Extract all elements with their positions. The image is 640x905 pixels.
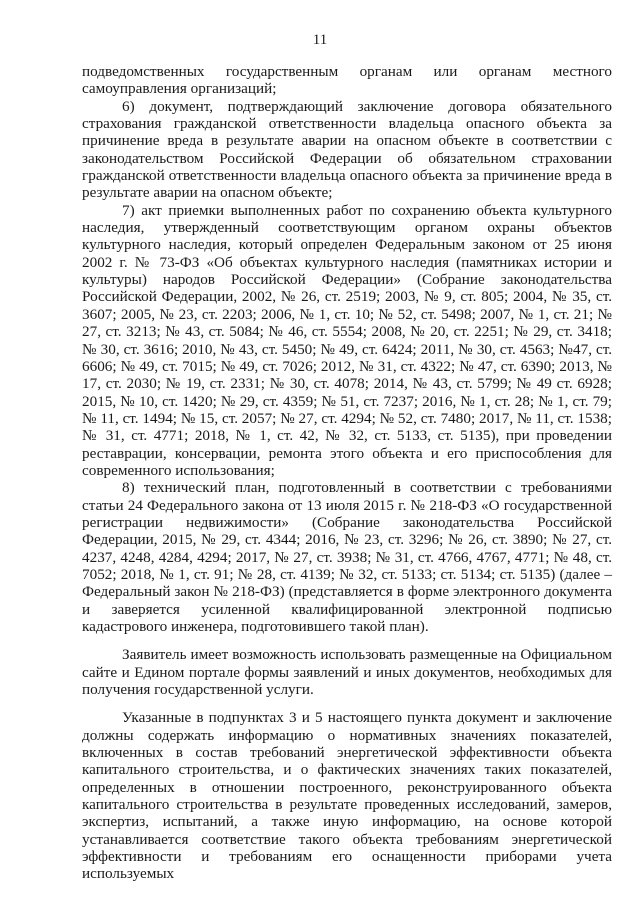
paragraph-continuation: подведомственных государственным органам или органам местного самоуправления организаций;: [82, 63, 612, 98]
paragraph-energy-efficiency: Указанные в подпунктах 3 и 5 настоящего пункта документ и заключение должны содержать информацию о нормативных значениях показателей, включенных в состав требований энергетической эффективности объекта капитального строительства, и о фактических значениях таких показателей, определенных в отношении построенного, реконструированного объекта капитального строительства в результате проведенных исследований, замеров, экспертиз, испытаний, а также иную информацию, на основе которой устанавливается соответствие такого объекта требованиям энергетической эффективности и требованиям его оснащенности приборами учета используемых: [82, 709, 612, 883]
paragraph-item-6: 6) документ, подтверждающий заключение договора обязательного страхования гражданской ответственности владельца опасного объекта за причинение вреда в результате аварии на опасном объекте в соответствии с законодательством Российской Федерации об обязательном страховании гражданской ответственности владельца опасного объекта за причинение вреда в результате аварии на опасном объекте;: [82, 97, 612, 202]
paragraph-item-8: 8) технический план, подготовленный в соответствии с требованиями статьи 24 Федерального закона от 13 июля 2015 г. № 218-ФЗ «О государственной регистрации недвижимости» (Собрание законодательства Российской Федерации, 2015, № 29, ст. 4344; 2016, № 23, ст. 3296; № 26, ст. 3890; № 27, ст. 4237, 4248, 4284, 4294; 2017, № 27, ст. 3938; № 31, ст. 4766, 4767, 4771; № 48, ст. 7052; 2018, № 1, ст. 91; № 28, ст. 4139; № 32, ст. 5133; ст. 5134; ст. 5135) (далее – Федеральный закон № 218-ФЗ) (представляется в форме электронного документа и заверяется усиленной квалифицированной электронной подписью кадастрового инженера, подготовившего такой план).: [82, 479, 612, 635]
document-body: [82, 63, 612, 883]
paragraph-applicant-forms: Заявитель имеет возможность использовать размещенные на Официальном сайте и Едином портале формы заявлений и иных документов, необходимых для получения государственной услуги.: [82, 646, 612, 699]
page-number: 11: [312, 32, 328, 48]
paragraph-item-7: 7) акт приемки выполненных работ по сохранению объекта культурного наследия, утвержденный соответствующим органом охраны объектов культурного наследия, который определен Федеральным законом от 25 июня 2002 г. № 73-ФЗ «Об объектах культурного наследия (памятниках истории и культуры) народов Российской Федерации» (Собрание законодательства Российской Федерации, 2002, № 26, ст. 2519; 2003, № 9, ст. 805; 2004, № 35, ст. 3607; 2005, № 23, ст. 2203; 2006, № 1, ст. 10; № 52, ст. 5498; 2007, № 1, ст. 21; № 27, ст. 3213; № 43, ст. 5084; № 46, ст. 5554; 2008, № 20, ст. 2251; № 29, ст. 3418; № 30, ст. 3616; 2010, № 43, ст. 5450; № 49, ст. 6424; 2011, № 30, ст. 4563; №47, ст. 6606; № 49, ст. 7015; № 49, ст. 7026; 2012, № 31, ст. 4322; № 47, ст. 6390; 2013, № 17, ст. 2030; № 19, ст. 2331; № 30, ст. 4078; 2014, № 43, ст. 5799; № 49 ст. 6928; 2015, № 10, ст. 1420; № 29, ст. 4359; № 51, ст. 7237; 2016, № 1, ст. 28; № 1, ст. 79; № 11, ст. 1494; № 15, ст. 2057; № 27, ст. 4294; № 52, ст. 7480; 2017, № 11, ст. 1538; № 31, ст. 4771; 2018, № 1, ст. 42, № 32, ст. 5133, ст. 5135), при проведении реставрации, консервации, ремонта этого объекта и его приспособления для современного использования;: [82, 201, 612, 479]
